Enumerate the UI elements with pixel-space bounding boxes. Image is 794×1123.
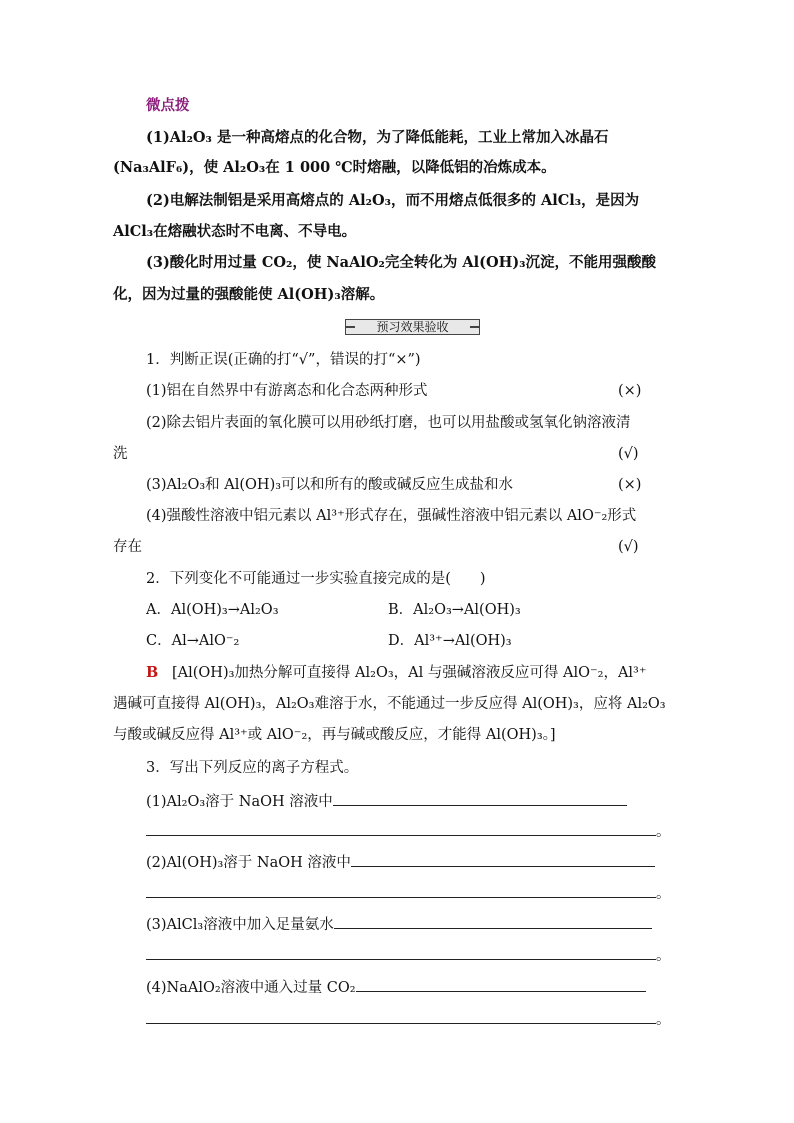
q1-item3: (3)Al₂O₃和 Al(OH)₃可以和所有的酸或碱反应生成盐和水 <box>146 477 514 493</box>
q1-item4-line2: 存在 <box>113 539 142 555</box>
q3-sub4-cont <box>146 1008 671 1030</box>
tip-p1-line1: (1)Al₂O₃ 是一种高熔点的化合物，为了降低能耗，工业上常加入冰晶石 <box>146 129 609 146</box>
q3-sub2-answer-line[interactable] <box>351 851 655 867</box>
q3-sub1-answer-line2[interactable] <box>146 820 656 836</box>
q2-explanation-line1: [Al(OH)₃加热分解可直接得 Al₂O₃，Al 与强碱溶液反应可得 AlO⁻₂，Al³⁺ <box>172 665 647 681</box>
tip-p2-line2: AlCl₃在熔融状态时不电离、不导电。 <box>113 223 357 240</box>
q3-sub1-end: 。 <box>656 824 671 840</box>
q2-answer: B <box>146 664 159 681</box>
q2-option-d: D．Al³⁺→Al(OH)₃ <box>388 633 512 649</box>
q3-sub2-answer-line2[interactable] <box>146 882 656 898</box>
q3-sub3-answer-line2[interactable] <box>146 944 656 960</box>
q3-sub2-cont <box>146 882 671 904</box>
q3-sub2-label: (2)Al(OH)₃溶于 NaOH 溶液中 <box>146 855 351 871</box>
q3-sub1 <box>146 790 627 812</box>
q1-item2-line2: 洗 <box>113 446 128 462</box>
q1-item4-mark: (√) <box>618 539 639 555</box>
q3-sub4-end: 。 <box>656 1012 671 1028</box>
q3-stem: 3．写出下列反应的离子方程式。 <box>146 760 359 776</box>
tip-p2-line1: (2)电解法制铝是采用高熔点的 Al₂O₃，而不用熔点低很多的 AlCl₃，是因为 <box>146 192 640 209</box>
q3-sub3-answer-line[interactable] <box>334 913 652 929</box>
q3-sub4-answer-line[interactable] <box>356 976 646 992</box>
q3-sub1-label: (1)Al₂O₃溶于 NaOH 溶液中 <box>146 794 333 810</box>
q3-sub3-cont <box>146 944 671 966</box>
q3-sub3-end: 。 <box>656 948 671 964</box>
tip-p3-line1: (3)酸化时用过量 CO₂，使 NaAlO₂完全转化为 Al(OH)₃沉淀，不能用强酸酸 <box>146 254 657 271</box>
q3-sub4-label: (4)NaAlO₂溶液中通入过量 CO₂ <box>146 980 356 996</box>
q1-item1-mark: (×) <box>618 383 642 399</box>
q2-option-b: B．Al₂O₃→Al(OH)₃ <box>388 602 521 618</box>
tip-heading: 微点拨 <box>146 97 190 114</box>
q2-explanation-line2: 遇碱可直接得 Al(OH)₃，Al₂O₃难溶于水，不能通过一步反应得 Al(OH)₃，应将 Al₂O₃ <box>113 696 666 712</box>
q3-sub1-answer-line[interactable] <box>333 790 627 806</box>
section-banner: 预习效果验收 <box>345 319 480 335</box>
q3-sub3 <box>146 913 652 935</box>
q1-item2-line1: (2)除去铝片表面的氧化膜可以用砂纸打磨，也可以用盐酸或氢氧化钠溶液清 <box>146 415 631 431</box>
q3-sub3-label: (3)AlCl₃溶液中加入足量氨水 <box>146 917 334 933</box>
q3-sub2-end: 。 <box>656 886 671 902</box>
q2-stem: 2．下列变化不可能通过一步实验直接完成的是( ) <box>146 571 486 587</box>
q2-option-a: A．Al(OH)₃→Al₂O₃ <box>146 602 279 618</box>
q1-stem: 1．判断正误(正确的打“√”，错误的打“×”) <box>146 352 421 368</box>
q1-item4-line1: (4)强酸性溶液中铝元素以 Al³⁺形式存在，强碱性溶液中铝元素以 AlO⁻₂形式 <box>146 508 637 524</box>
q3-sub2 <box>146 851 655 873</box>
q1-item1: (1)铝在自然界中有游离态和化合态两种形式 <box>146 383 428 399</box>
q2-option-c: C．Al→AlO⁻₂ <box>146 633 240 649</box>
q1-item2-mark: (√) <box>618 446 639 462</box>
q3-sub1-cont <box>146 820 671 842</box>
tip-p3-line2: 化，因为过量的强酸能使 Al(OH)₃溶解。 <box>113 286 385 303</box>
tip-p1-line2: (Na₃AlF₆)，使 Al₂O₃在 1 000 ℃时熔融，以降低铝的冶炼成本。 <box>113 159 556 176</box>
q1-item3-mark: (×) <box>618 477 642 493</box>
q2-explanation-line3: 与酸或碱反应得 Al³⁺或 AlO⁻₂，再与碱或酸反应，才能得 Al(OH)₃。] <box>113 727 556 743</box>
q3-sub4 <box>146 976 646 998</box>
q3-sub4-answer-line2[interactable] <box>146 1008 656 1024</box>
